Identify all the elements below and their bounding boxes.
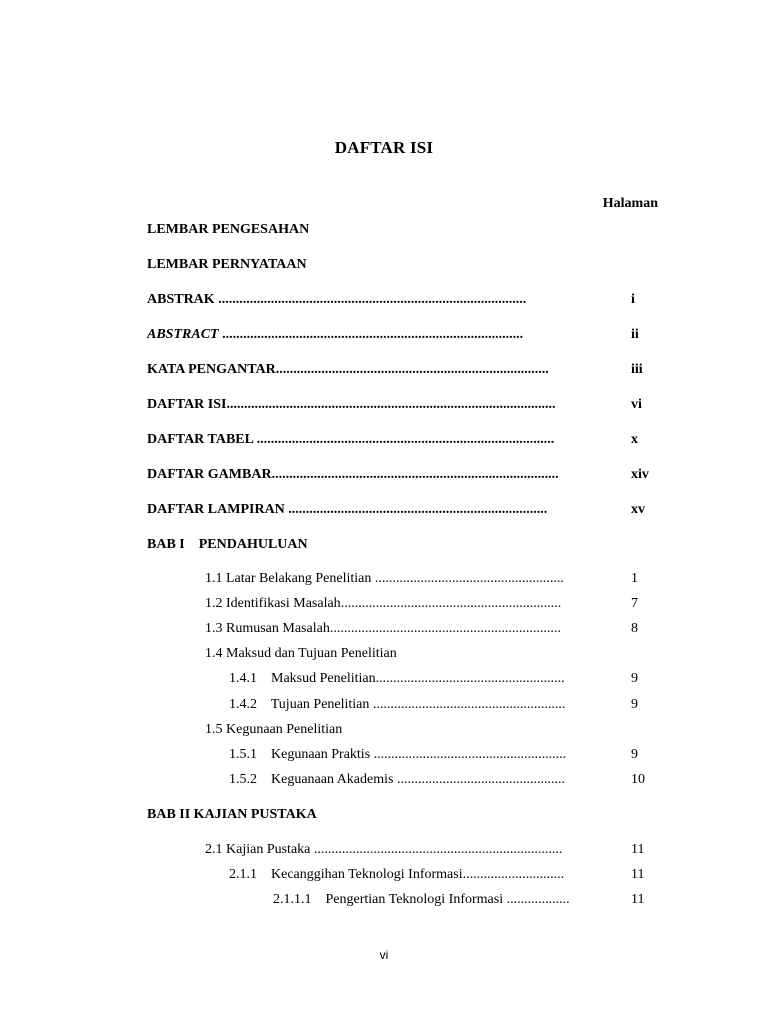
- toc-page-number: 11: [631, 892, 645, 907]
- toc-leader-dots: ......................................................................................: [218, 327, 524, 342]
- toc-entry-1-4-1: [229, 669, 667, 689]
- toc-leader-dots: ..............................................................................: [275, 362, 549, 377]
- toc-label: 1.2 Identifikasi Masalah: [205, 596, 341, 611]
- toc-label: BAB II KAJIAN PUSTAKA: [147, 807, 317, 822]
- toc-entry-daftar-lampiran: [147, 500, 667, 520]
- toc-label: DAFTAR ISI: [147, 397, 227, 412]
- toc-page-number: 8: [631, 621, 638, 636]
- toc-label: KATA PENGANTAR: [147, 362, 276, 377]
- toc-leader-dots: .....................................................................................: [253, 432, 555, 447]
- toc-label: 2.1.1.1 Pengertian Teknologi Informasi: [273, 892, 504, 907]
- toc-leader-dots: ..................................................................: [329, 621, 561, 636]
- toc-page-number: x: [631, 432, 638, 447]
- toc-leader-dots: .............................: [462, 867, 565, 882]
- toc-leader-dots: .......................................................................: [310, 842, 563, 857]
- toc-leader-dots: ........................................................................................: [214, 292, 527, 307]
- toc-label: DAFTAR LAMPIRAN: [147, 502, 285, 517]
- page-title: DAFTAR ISI: [334, 138, 434, 157]
- toc-page-number: xv: [631, 502, 645, 517]
- toc-label: DAFTAR GAMBAR: [147, 467, 272, 482]
- toc-leader-dots: .......................................................: [369, 697, 566, 712]
- toc-label: 1.5.1 Kegunaan Praktis: [229, 747, 371, 762]
- toc-page-number: 11: [631, 867, 645, 882]
- toc-page-number: 9: [631, 697, 638, 712]
- toc-entry-kata-pengantar: [147, 360, 667, 380]
- toc-page-number: 11: [631, 842, 645, 857]
- toc-leader-dots: ...............................................................: [340, 596, 562, 611]
- toc-entry-abstract: [147, 325, 667, 345]
- toc-leader-dots: ..........................................................................: [284, 502, 548, 517]
- toc-leader-dots: ..............................................................................................: [226, 397, 556, 412]
- toc-page-number: ii: [631, 327, 639, 342]
- toc-entry-1-4: [205, 644, 667, 664]
- toc-leader-dots: .......................................................: [370, 747, 567, 762]
- toc-entry-1-2: [205, 594, 667, 614]
- toc-chapter-bab-i: [147, 535, 667, 555]
- toc-entry-daftar-tabel: [147, 430, 667, 450]
- toc-entry-1-4-2: [229, 695, 667, 715]
- toc-page-number: iii: [631, 362, 643, 377]
- footer-page-number: vi: [379, 948, 389, 962]
- toc-page-number: i: [631, 292, 635, 307]
- toc-entry-lembar-pengesahan: [147, 220, 667, 240]
- toc-page-number: 10: [631, 772, 645, 787]
- toc-label: 1.3 Rumusan Masalah: [205, 621, 330, 636]
- toc-label: 1.4 Maksud dan Tujuan Penelitian: [205, 646, 397, 661]
- toc-entry-abstrak: [147, 290, 667, 310]
- toc-label: 1.1 Latar Belakang Penelitian: [205, 571, 372, 586]
- toc-page-number: xiv: [631, 467, 649, 482]
- toc-entry-1-3: [205, 619, 667, 639]
- toc-label: LEMBAR PENGESAHAN: [147, 222, 310, 237]
- toc-label: 1.4.1 Maksud Penelitian: [229, 671, 376, 686]
- toc-leader-dots: ..................: [503, 892, 570, 907]
- toc-label: 1.5 Kegunaan Penelitian: [205, 722, 343, 737]
- toc-leader-dots: ......................................................: [375, 671, 565, 686]
- toc-label: LEMBAR PERNYATAAN: [147, 257, 307, 272]
- toc-entry-1-5-1: [229, 745, 667, 765]
- toc-entry-1-5: [205, 720, 667, 740]
- toc-label: 1.4.2 Tujuan Penelitian: [229, 697, 370, 712]
- toc-leader-dots: ......................................................: [371, 571, 564, 586]
- toc-leader-dots: ................................................: [393, 772, 565, 787]
- toc-label: ABSTRAK: [147, 292, 215, 307]
- toc-entry-1-1: [205, 569, 667, 589]
- toc-entry-daftar-isi: [147, 395, 667, 415]
- toc-label: 2.1 Kajian Pustaka: [205, 842, 311, 857]
- toc-label: DAFTAR TABEL: [147, 432, 254, 447]
- toc-page-number: 9: [631, 671, 638, 686]
- toc-chapter-bab-ii: [147, 805, 667, 825]
- toc-page-number: 9: [631, 747, 638, 762]
- toc-entry-2-1-1-1: [273, 890, 667, 910]
- toc-entry-2-1: [205, 840, 667, 860]
- toc-page-number: 7: [631, 596, 638, 611]
- toc-leader-dots: ..................................................................................: [271, 467, 559, 482]
- toc-page-number: vi: [631, 397, 642, 412]
- toc-entry-lembar-pernyataan: [147, 255, 667, 275]
- toc-label: 2.1.1 Kecanggihan Teknologi Informasi: [229, 867, 463, 882]
- toc-page-number: 1: [631, 571, 638, 586]
- halaman-header: Halaman: [602, 196, 658, 211]
- toc-entry-daftar-gambar: [147, 465, 667, 485]
- toc-entry-2-1-1: [229, 865, 667, 885]
- toc-entry-1-5-2: [229, 770, 667, 790]
- toc-label: ABSTRACT: [147, 327, 219, 342]
- toc-label: 1.5.2 Keguanaan Akademis: [229, 772, 394, 787]
- toc-label: BAB I PENDAHULUAN: [147, 537, 308, 552]
